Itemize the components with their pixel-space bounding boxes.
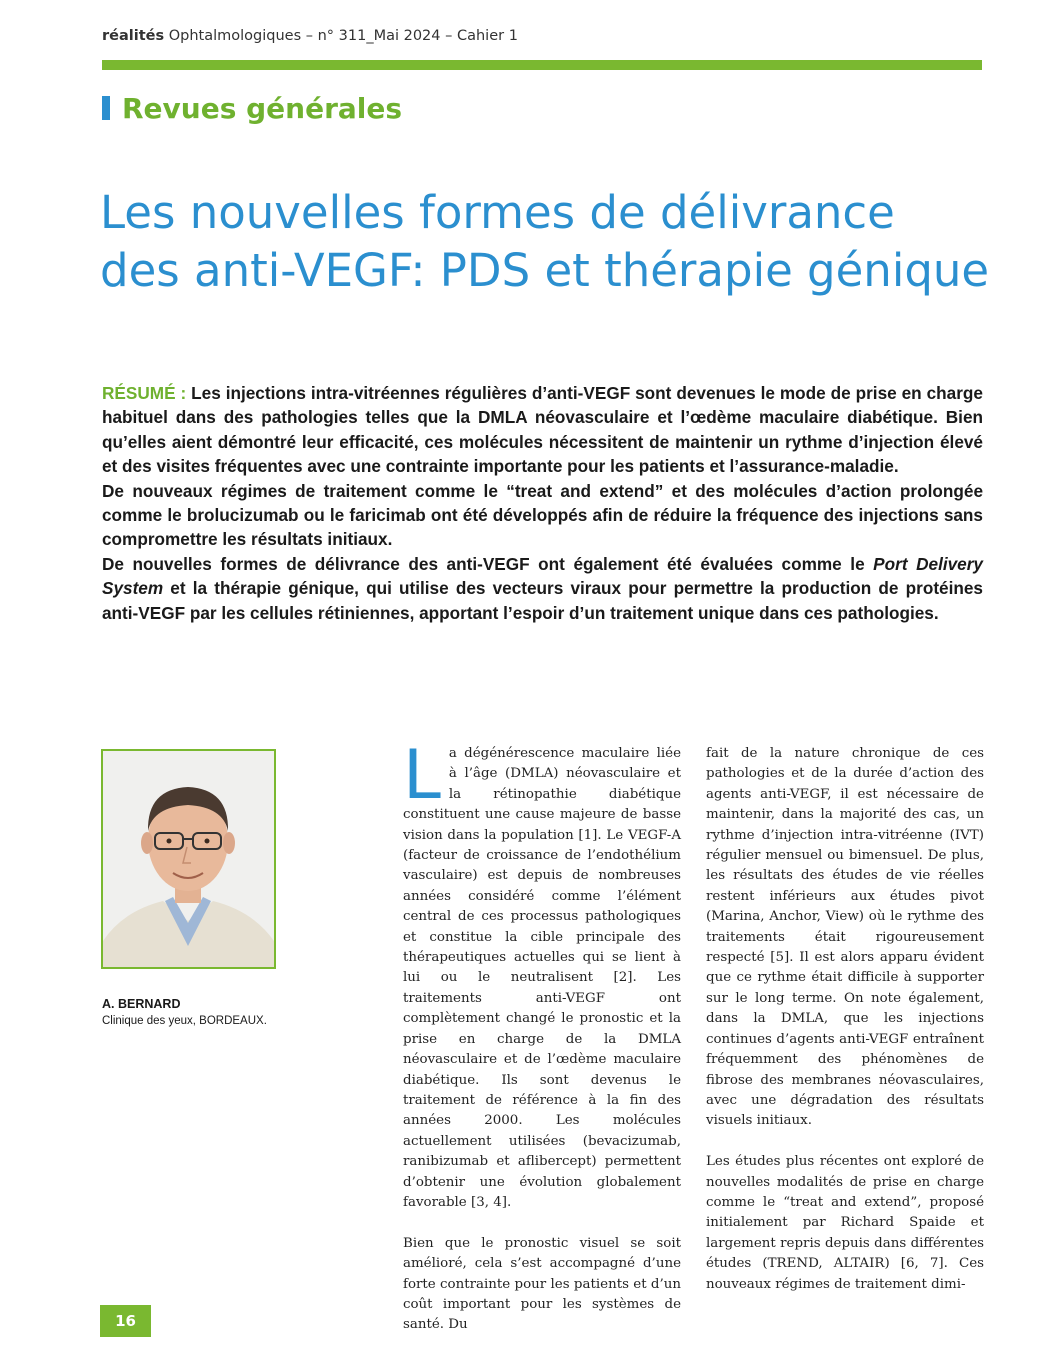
title-line-2: des anti-VEGF: PDS et thérapie génique bbox=[100, 244, 990, 297]
body-paragraph-4: Les études plus récentes ont exploré de nouvelles modalités de prise en charge comme le “treat and extend”, proposé initialement par Richard Spaide et largement repris depuis dans différentes études (TREND, ALTAIR) [6, 7]. Ces nouveaux régimes de traitement dimi- bbox=[706, 1154, 984, 1292]
abstract-text-3-italic: Port Delivery System bbox=[102, 553, 983, 599]
author-photo bbox=[101, 749, 276, 969]
article-title bbox=[100, 184, 1000, 300]
abstract-text-3a: De nouvelles formes de délivrance des anti-VEGF ont également été évaluées comme le bbox=[102, 553, 874, 574]
body-paragraph-2: Bien que le pronostic visuel se soit amélioré, cela s’est accompagné d’une forte contrainte pour les patients et d’un coût important pour les systèmes de santé. Du bbox=[403, 1235, 681, 1333]
body-column-1 bbox=[403, 736, 681, 1356]
abstract-text-3b: et la thérapie génique, qui utilise des vecteurs viraux pour permettre la production de protéines anti-VEGF par les cellules rétiniennes, apportant l’espoir d’un traitement unique dans ces pathologies. bbox=[102, 578, 983, 623]
abstract-label: RÉSUMÉ : bbox=[102, 383, 187, 403]
drop-cap: L bbox=[403, 736, 441, 815]
author-portrait-illustration bbox=[103, 751, 274, 967]
author-affiliation: Clinique des yeux, BORDEAUX. bbox=[102, 1015, 267, 1027]
abstract-paragraph-2: De nouveaux régimes de traitement comme le “treat and extend” et des molécules d’action prolongée comme le brolucizumab ou le faricimab ont été développés afin de réduire la fréquence des injections sans compromettre les résultats initiaux. bbox=[102, 480, 983, 550]
running-header bbox=[102, 28, 982, 44]
journal-brand: réalités bbox=[102, 28, 165, 44]
header-rule bbox=[102, 60, 982, 70]
body-text-1: a dégénérescence maculaire liée à l’âge (DMLA) néovasculaire et la rétinopathie diabétique constituent une cause majeure de basse vision dans la population [1]. Le VEGF-A (facteur de croissance de l’endothélium vasculaire) est depuis de nombreuses années considéré comme l’élément central de ces processus pathologiques et constitue la cible principale des thérapeutiques actuelles qui se lient à lui ou le neutralisent [2]. Les traitements anti-VEGF ont complètement changé le pronostic et la prise en charge de la DMLA néovasculaire et de l’œdème maculaire diabétique. Ils sont devenus le traitement de référence à la fin des années 2000. Les molécules actuellement utilisées (bevacizumab, ranibizumab et aflibercept) permettent d’obtenir une évolution globalement favorable [3, 4]. bbox=[403, 746, 681, 1210]
section-marker bbox=[102, 96, 110, 120]
body-column-2 bbox=[706, 744, 984, 1315]
page-number: 16 bbox=[100, 1305, 151, 1337]
abstract-paragraph-1 bbox=[102, 381, 983, 479]
body-paragraph-1 bbox=[403, 736, 681, 1213]
journal-issue: Ophtalmologiques – n° 311_Mai 2024 – Cahier 1 bbox=[168, 28, 518, 44]
title-line-1: Les nouvelles formes de délivrance bbox=[100, 186, 895, 239]
body-paragraph-3: fait de la nature chronique de ces pathologies et de la durée d’action des agents anti-VEGF, il est nécessaire de maintenir, dans la majorité des cas, un rythme d’injection intra-vitréenne (IVT) régulier mensuel ou bimensuel. De plus, les résultats des études de vie réelles restent inférieurs aux études pivot (Marina, Anchor, View) où le rythme des traitements était rigoureusement respecté [5]. Il est alors apparu évident que ce rythme était difficile à supporter sur le long terme. On note également, dans la DMLA, que les injections continues d’agents anti-VEGF entraînent fréquemment des phénomènes de fibrose des membranes néovasculaires, avec une dégradation des résultats visuels initiaux. bbox=[706, 746, 984, 1129]
abstract-text-1: Les injections intra-vitréennes régulières d’anti-VEGF sont devenues le mode de prise en charge habituel dans des pathologies telles que la DMLA néovasculaire et l’œdème maculaire diabétique. Bien qu’elles aient démontré leur efficacité, ces molécules nécessitent de maintenir un rythme d’injection élevé et des visites fréquentes avec une contrainte importante pour les patients et l’assurance-maladie. bbox=[102, 383, 983, 477]
abstract-paragraph-3 bbox=[102, 552, 983, 625]
section-heading bbox=[102, 92, 402, 124]
section-title: Revues générales bbox=[122, 91, 403, 125]
abstract bbox=[102, 381, 983, 625]
author-name: A. BERNARD bbox=[102, 997, 181, 1011]
